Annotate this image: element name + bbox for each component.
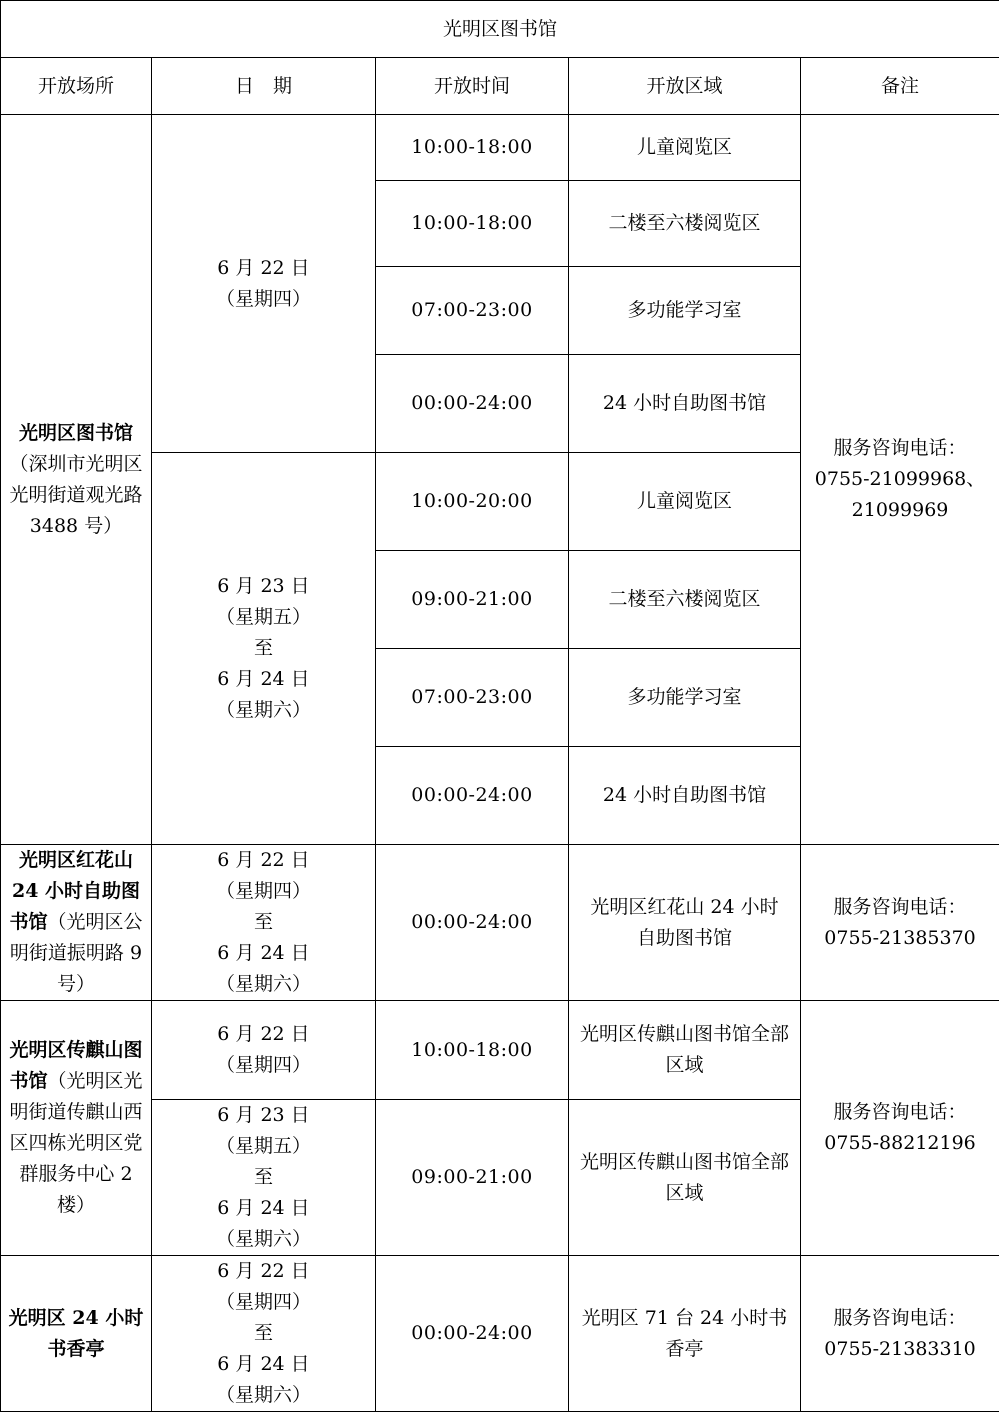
hours-cell: 10:00-18:00 — [376, 115, 569, 181]
hours-cell: 00:00-24:00 — [376, 845, 569, 1001]
venue-chuanqishan — [1, 1001, 152, 1256]
remarks-cell: 服务咨询电话： 0755-88212196 — [801, 1001, 999, 1256]
area-cell: 多功能学习室 — [569, 267, 801, 355]
venue-name: 光明区红花山 24 小时自助图书馆 — [9, 849, 140, 933]
table-row — [1, 1001, 999, 1100]
venue-name: 光明区传麒山图书馆 — [9, 1039, 142, 1092]
date-cell: 6 月 22 日 （星期四） 至 6 月 24 日 （星期六） — [152, 845, 376, 1001]
venue-name: 光明区图书馆 — [19, 422, 133, 444]
hours-cell: 07:00-23:00 — [376, 267, 569, 355]
hours-cell: 00:00-24:00 — [376, 747, 569, 845]
area-cell: 光明区传麒山图书馆全部区域 — [569, 1001, 801, 1100]
venue-address: （深圳市光明区光明街道观光路 3488 号） — [9, 453, 142, 537]
venue-address: （光明区光明街道传麒山西区四栋光明区党群服务中心 2 楼） — [9, 1070, 142, 1216]
hours-cell: 00:00-24:00 — [376, 355, 569, 453]
header-venue: 开放场所 — [1, 58, 152, 115]
hours-cell: 10:00-18:00 — [376, 1001, 569, 1100]
area-cell: 光明区 71 台 24 小时书香亭 — [569, 1256, 801, 1412]
venue-honghuashan — [1, 845, 152, 1001]
remarks-cell: 服务咨询电话： 0755-21385370 — [801, 845, 999, 1001]
venue-gm-library — [1, 115, 152, 845]
header-remarks: 备注 — [801, 58, 999, 115]
date-cell: 6 月 22 日 （星期四） — [152, 115, 376, 453]
area-cell: 儿童阅览区 — [569, 453, 801, 551]
date-cell: 6 月 23 日 （星期五） 至 6 月 24 日 （星期六） — [152, 1100, 376, 1256]
remarks-cell: 服务咨询电话： 0755-21383310 — [801, 1256, 999, 1412]
hours-cell: 09:00-21:00 — [376, 1100, 569, 1256]
area-cell: 光明区红花山 24 小时 自助图书馆 — [569, 845, 801, 1001]
hours-cell: 07:00-23:00 — [376, 649, 569, 747]
venue-kiosk: 光明区 24 小时书香亭 — [1, 1256, 152, 1412]
area-cell: 二楼至六楼阅览区 — [569, 551, 801, 649]
table-row — [1, 1256, 999, 1412]
header-date: 日 期 — [152, 58, 376, 115]
area-cell: 儿童阅览区 — [569, 115, 801, 181]
header-area: 开放区域 — [569, 58, 801, 115]
area-cell: 二楼至六楼阅览区 — [569, 181, 801, 267]
hours-cell: 09:00-21:00 — [376, 551, 569, 649]
table-row — [1, 845, 999, 1001]
date-cell: 6 月 23 日 （星期五） 至 6 月 24 日 （星期六） — [152, 453, 376, 845]
area-cell: 24 小时自助图书馆 — [569, 747, 801, 845]
hours-cell: 00:00-24:00 — [376, 1256, 569, 1412]
area-cell: 光明区传麒山图书馆全部区域 — [569, 1100, 801, 1256]
area-cell: 24 小时自助图书馆 — [569, 355, 801, 453]
venue-address: （光明区公明街道振明路 9 号） — [10, 911, 143, 995]
header-hours: 开放时间 — [376, 58, 569, 115]
table-title: 光明区图书馆 — [1, 1, 999, 58]
remarks-cell: 服务咨询电话： 0755-21099968、 21099969 — [801, 115, 999, 845]
hours-cell: 10:00-20:00 — [376, 453, 569, 551]
area-cell: 多功能学习室 — [569, 649, 801, 747]
hours-cell: 10:00-18:00 — [376, 181, 569, 267]
date-cell: 6 月 22 日 （星期四） 至 6 月 24 日 （星期六） — [152, 1256, 376, 1412]
date-cell: 6 月 22 日 （星期四） — [152, 1001, 376, 1100]
table-row — [1, 115, 999, 181]
